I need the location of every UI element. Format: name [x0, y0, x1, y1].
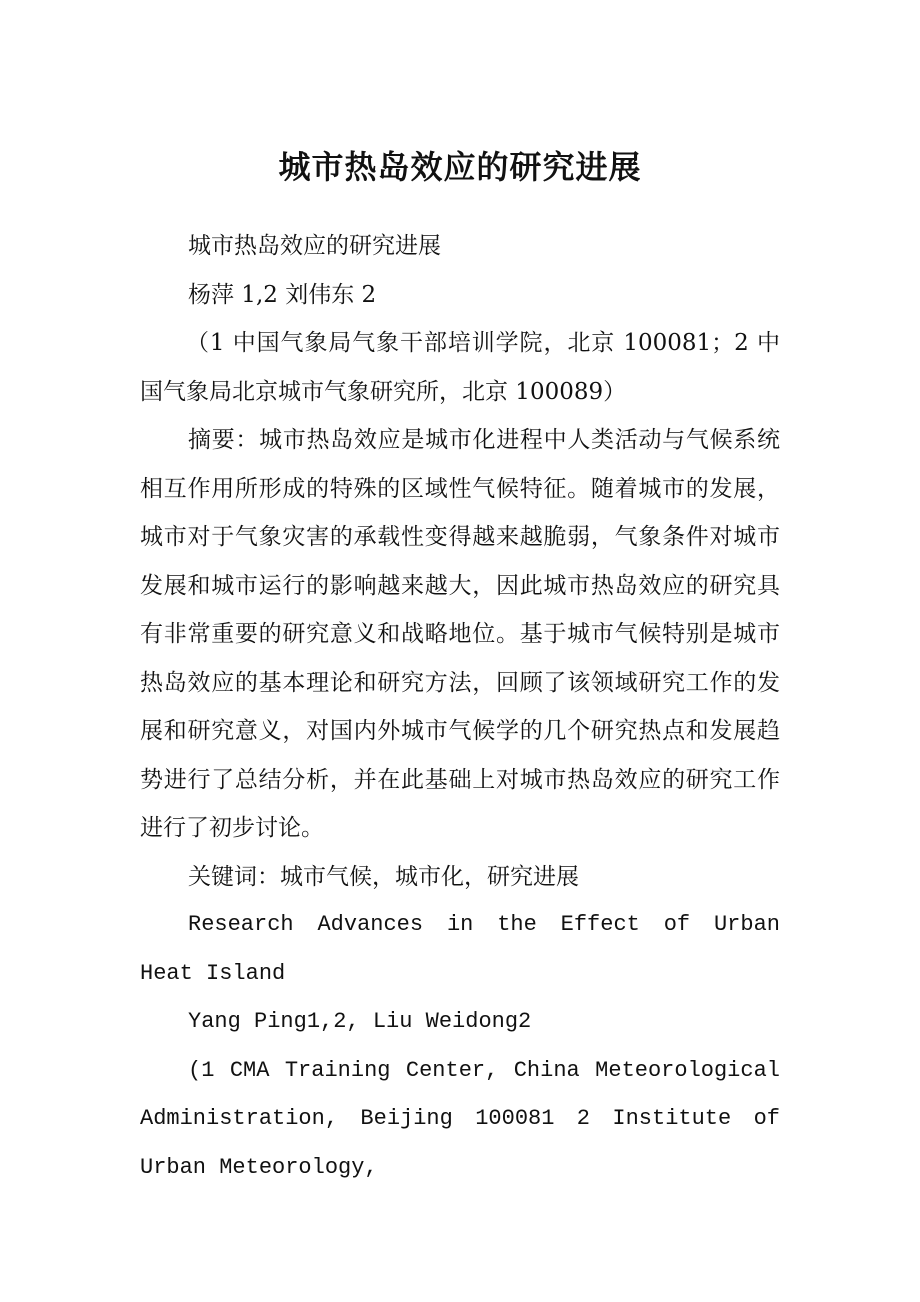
title-en-paragraph: Research Advances in the Effect of Urban Heat Island — [140, 912, 780, 986]
abstract-cn-paragraph: 摘要：城市热岛效应是城市化进程中人类活动与气候系统相互作用所形成的特殊的区域性气候特征。随着城市的发展，城市对于气象灾害的承载性变得越来越脆弱，气象条件对城市发展和城市运行的影响越来越大，因此城市热岛效应的研究具有非常重要的研究意义和战略地位。基于城市气候特别是城市热岛效应的基本理论和研究方法，回顾了该领域研究工作的发展和研究意义，对国内外城市气候学的几个研究热点和发展趋势进行了总结分析，并在此基础上对城市热岛效应的研究工作进行了初步讨论。 — [140, 427, 780, 841]
authors-en-paragraph: Yang Ping1,2, Liu Weidong2 — [188, 1009, 532, 1034]
document-title: 城市热岛效应的研究进展 — [278, 148, 642, 186]
keywords-cn-paragraph: 关键词：城市气候，城市化，研究进展 — [188, 863, 579, 890]
subtitle-paragraph: 城市热岛效应的研究进展 — [188, 233, 441, 259]
affiliation-cn-paragraph: （1 中国气象局气象干部培训学院，北京 100081；2 中国气象局北京城市气象研究所，北京 100089） — [140, 330, 780, 405]
document-body — [140, 222, 780, 1192]
affiliation-en-paragraph: (1 CMA Training Center, China Meteorological Administration, Beijing 100081 2 Institute of Urban Meteorology, — [140, 1057, 780, 1180]
authors-cn-paragraph: 杨萍 1,2 刘伟东 2 — [188, 281, 377, 308]
